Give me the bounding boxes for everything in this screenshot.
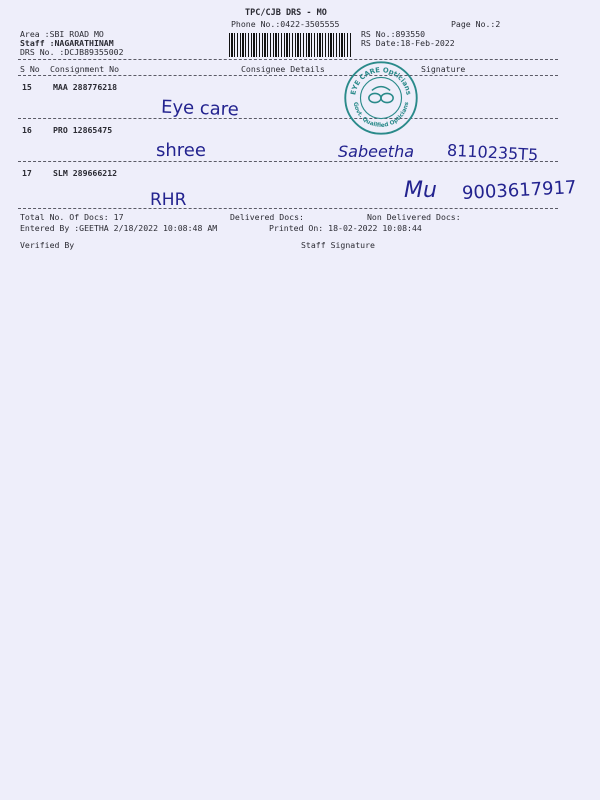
staff-label: Staff :NAGARATHINAM bbox=[20, 38, 114, 48]
drs-number: DRS No. :DCJB89355002 bbox=[20, 47, 124, 57]
row-consignment: PRO 12865475 bbox=[53, 125, 113, 135]
rs-date: RS Date:18-Feb-2022 bbox=[361, 38, 455, 48]
phone-handwriting: 8110235T5 bbox=[446, 140, 539, 165]
col-consignment: Consignment No bbox=[50, 64, 120, 74]
col-sno: S No bbox=[20, 64, 40, 74]
signature-handwriting: Mu bbox=[404, 178, 437, 203]
staff-signature-label: Staff Signature bbox=[301, 240, 375, 250]
col-consignee: Consignee Details bbox=[241, 64, 325, 74]
divider bbox=[18, 208, 558, 209]
divider bbox=[18, 118, 558, 119]
row-consignment: SLM 289666212 bbox=[53, 168, 118, 178]
eye-care-stamp-icon bbox=[343, 60, 419, 136]
consignee-handwriting: Eye care bbox=[160, 96, 240, 121]
row-sno: 15 bbox=[22, 82, 32, 92]
consignee-handwriting: shree bbox=[156, 140, 206, 161]
rs-number: RS No.:893550 bbox=[361, 29, 426, 39]
entered-by: Entered By :GEETHA 2/18/2022 10:08:48 AM bbox=[20, 223, 218, 233]
divider bbox=[18, 75, 558, 76]
phone-handwriting: 9003617917 bbox=[461, 177, 578, 204]
printed-on: Printed On: 18-02-2022 10:08:44 bbox=[269, 223, 422, 233]
total-docs: Total No. Of Docs: 17 bbox=[20, 212, 124, 222]
row-sno: 17 bbox=[22, 168, 32, 178]
delivered-docs: Delivered Docs: bbox=[230, 212, 304, 222]
non-delivered-docs: Non Delivered Docs: bbox=[367, 212, 461, 222]
document-title: TPC/CJB DRS - MO bbox=[245, 8, 327, 18]
svg-text:EYE CARE Opticians: EYE CARE Opticians bbox=[349, 66, 413, 96]
phone-number: Phone No.:0422-3505555 bbox=[231, 19, 340, 29]
page-number: Page No.:2 bbox=[451, 19, 501, 29]
row-consignment: MAA 288776218 bbox=[53, 82, 118, 92]
signature-handwriting: Sabeetha bbox=[338, 142, 415, 161]
verified-by: Verified By bbox=[20, 240, 75, 250]
area-label: Area :SBI ROAD MO bbox=[20, 29, 104, 39]
col-signature: Signature bbox=[421, 64, 466, 74]
consignee-handwriting: RHR bbox=[150, 190, 187, 210]
barcode bbox=[229, 33, 351, 57]
divider bbox=[18, 161, 558, 162]
svg-text:Govt. Qualified Opticians: Govt. Qualified Opticians bbox=[351, 101, 411, 129]
row-sno: 16 bbox=[22, 125, 32, 135]
divider bbox=[18, 59, 558, 60]
